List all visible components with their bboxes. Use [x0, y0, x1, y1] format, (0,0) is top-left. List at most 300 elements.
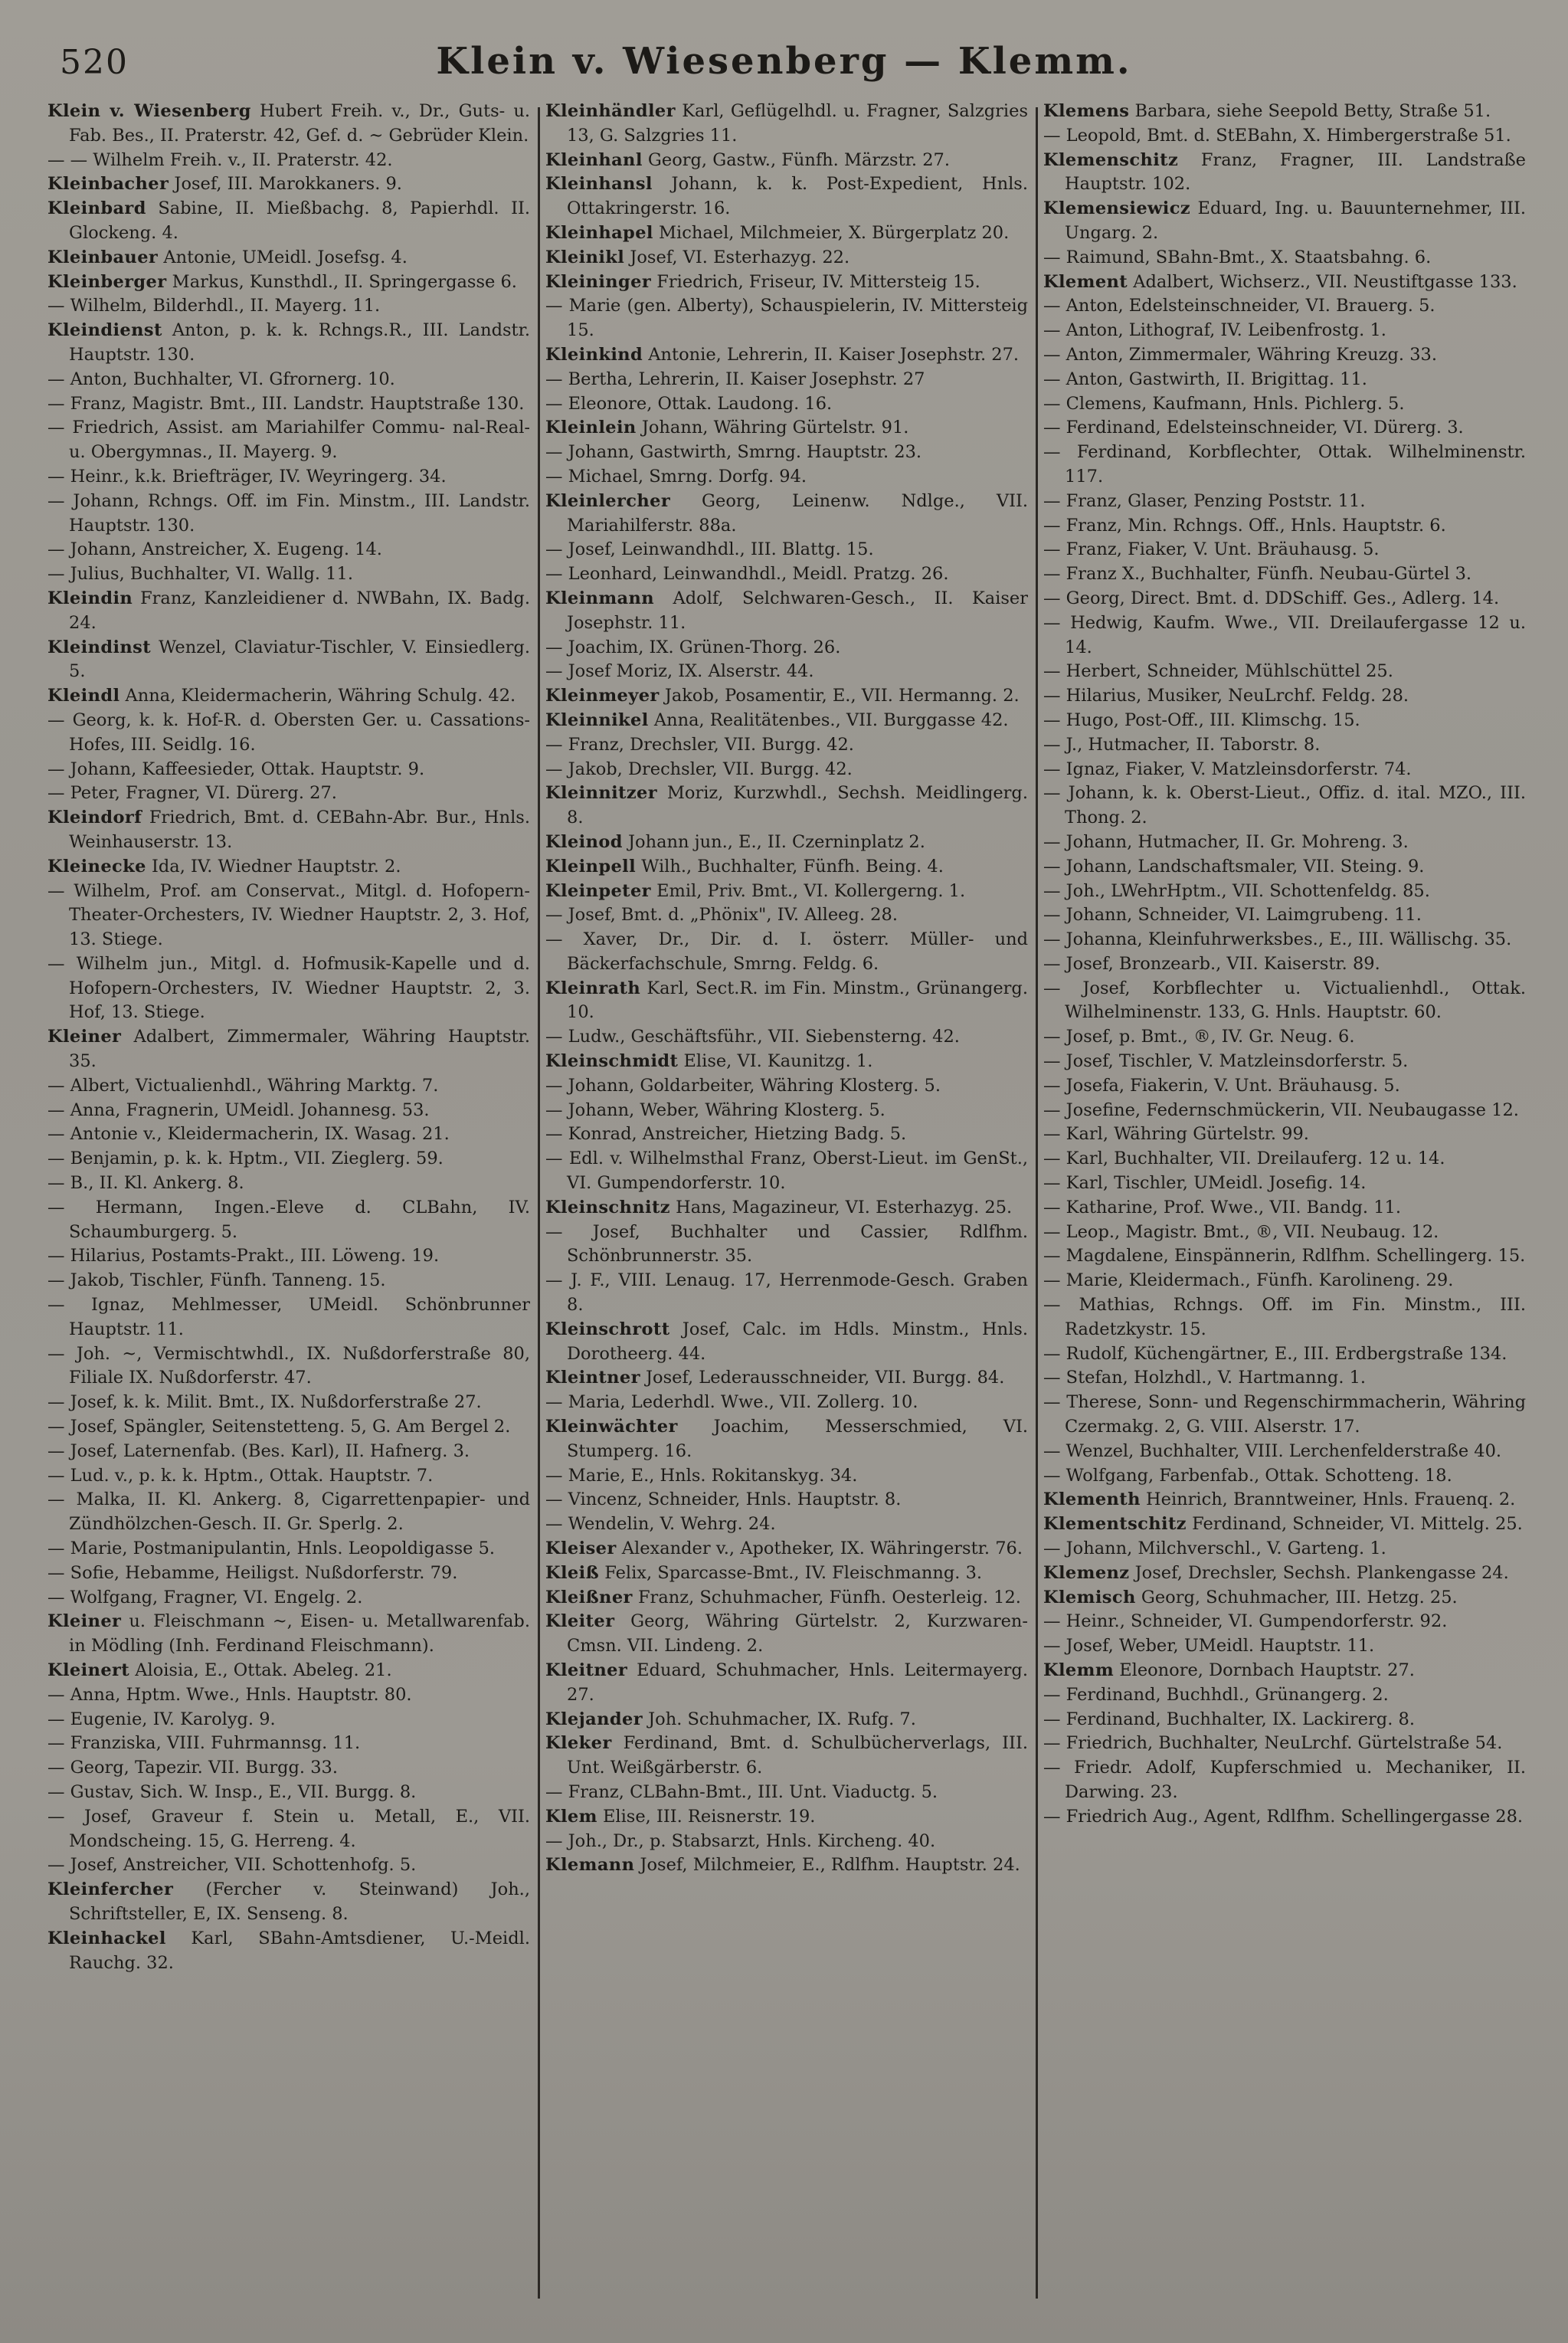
directory-entry — [47, 1853, 530, 1878]
directory-entry — [47, 1927, 530, 1976]
directory-entry — [545, 928, 1028, 977]
directory-entry — [545, 441, 1028, 465]
entry-text: — Antonie v., Kleidermacherin, IX. Wasag. 21. — [47, 1124, 450, 1145]
entry-text: — Josefa, Fiakerin, V. Unt. Bräuhausg. 5. — [1043, 1075, 1400, 1096]
directory-entry — [1043, 1634, 1526, 1659]
entry-text: Franz, Kanzleidiener d. NWBahn, IX. Badg. 24. — [69, 588, 530, 633]
entry-text: — Johann, Rchngs. Off. im Fin. Minstm., III. Landstr. Hauptstr. 130. — [47, 490, 530, 536]
entry-surname: Kleinert — [47, 1660, 130, 1680]
entry-surname: Klemann — [545, 1855, 635, 1876]
entry-text: — Anton, Gastwirth, II. Brigittag. 11. — [1043, 369, 1367, 389]
directory-entry — [545, 172, 1028, 221]
directory-entry — [47, 490, 530, 539]
entry-text: — Hedwig, Kaufm. Wwe., VII. Dreilaufergasse 12 u. 14. — [1043, 612, 1526, 657]
directory-entry — [545, 221, 1028, 246]
directory-entry — [47, 587, 530, 636]
entry-text: Anna, Realitätenbes., VII. Burggasse 42. — [648, 709, 1009, 730]
directory-entry — [1043, 1074, 1526, 1099]
directory-entry — [545, 1074, 1028, 1099]
directory-entry — [47, 1683, 530, 1708]
directory-entry — [545, 1659, 1028, 1708]
running-head: Klein v. Wiesenberg — Klemm. — [436, 40, 1132, 83]
directory-entry — [47, 172, 530, 197]
entry-surname: Kleinikl — [545, 247, 625, 267]
entry-text: — Gustav, Sich. W. Insp., E., VII. Burgg. 8. — [47, 1781, 417, 1802]
entry-text: Josef, VI. Esterhazyg. 22. — [624, 247, 850, 267]
entry-text: Eleonore, Dornbach Hauptstr. 27. — [1114, 1660, 1415, 1680]
entry-text: — Wolfgang, Farbenfab., Ottak. Schotteng. 18. — [1043, 1465, 1452, 1486]
directory-entry — [545, 903, 1028, 928]
entry-text: — Hermann, Ingen.-Eleve d. CLBahn, IV. Schaumburgerg. 5. — [47, 1197, 530, 1242]
directory-entry — [1043, 1805, 1526, 1830]
entry-text: — Vincenz, Schneider, Hnls. Hauptstr. 8. — [545, 1489, 902, 1510]
directory-entry — [545, 1415, 1028, 1464]
entry-text: — Ferdinand, Korbflechter, Ottak. Wilhelminenstr. 117. — [1043, 442, 1526, 487]
entry-surname: Kleinlercher — [545, 490, 671, 511]
entry-text: Ferdinand, Schneider, VI. Mittelg. 25. — [1186, 1514, 1523, 1535]
directory-entry — [47, 392, 530, 417]
directory-entry — [1043, 1366, 1526, 1391]
entry-text: — Josef, Korbflechter u. Victualienhdl., Ottak. Wilhelminenstr. 133, G. Hnls. Hauptstr. 60. — [1043, 978, 1526, 1023]
entry-text: — Hugo, Post-Off., III. Klimschg. 15. — [1043, 709, 1360, 730]
entry-surname: Kleinrath — [545, 978, 641, 998]
entry-text: Joh. Schuhmacher, IX. Rufg. 7. — [643, 1709, 916, 1729]
directory-entry — [545, 758, 1028, 782]
entry-text: — Johann, Schneider, VI. Laimgrubeng. 11. — [1043, 905, 1422, 926]
directory-entry — [1043, 880, 1526, 904]
directory-entry — [47, 319, 530, 368]
directory-entry — [1043, 733, 1526, 758]
directory-entry — [1043, 1610, 1526, 1634]
directory-entry — [47, 806, 530, 855]
directory-entry — [47, 1391, 530, 1415]
directory-entry — [545, 1099, 1028, 1123]
directory-entry — [545, 1147, 1028, 1196]
directory-entry — [47, 1805, 530, 1854]
directory-entry — [1043, 294, 1526, 319]
entry-text: — Franz X., Buchhalter, Fünfh. Neubau-Gürtel 3. — [1043, 564, 1472, 585]
directory-entry — [1043, 100, 1526, 124]
entry-surname: Kleindin — [47, 588, 133, 608]
entry-text: — Georg, k. k. Hof-R. d. Obersten Ger. u. Cassations-Hofes, III. Seidlg. 16. — [47, 709, 530, 755]
directory-entry — [1043, 977, 1526, 1026]
entry-surname: Kleiß — [545, 1562, 600, 1583]
entry-text: — Leonhard, Leinwandhdl., Meidl. Pratzg. 26. — [545, 564, 949, 585]
entry-text: — Julius, Buchhalter, VI. Wallg. 11. — [47, 564, 353, 585]
directory-entry — [1043, 758, 1526, 782]
directory-entry — [47, 1269, 530, 1293]
directory-entry — [47, 270, 530, 295]
entry-text: Anton, p. k. k. Rchngs.R., III. Landstr. Hauptstr. 130. — [69, 320, 530, 365]
entry-text: Jakob, Posamentir, E., VII. Hermanng. 2. — [659, 686, 1020, 706]
directory-entry — [1043, 709, 1526, 733]
entry-text: — Josef, Leinwandhdl., III. Blattg. 15. — [545, 539, 874, 560]
entry-surname: Kleinbard — [47, 198, 146, 219]
entry-text: — Johann, Gastwirth, Smrng. Hauptstr. 23. — [545, 442, 922, 463]
directory-entry — [47, 1781, 530, 1805]
page-header — [0, 40, 1568, 95]
entry-text: Eduard, Ing. u. Bauunternehmer, III. Ungarg. 2. — [1065, 198, 1526, 243]
entry-text: — Joh. ~, Vermischtwhdl., IX. Nußdorferstraße 80, Filiale IX. Nußdorferstr. 47. — [47, 1343, 530, 1388]
entry-text: — Stefan, Holzhdl., V. Hartmanng. 1. — [1043, 1368, 1367, 1388]
entry-text: — Hilarius, Musiker, NeuLrchf. Feldg. 28. — [1043, 686, 1409, 706]
entry-surname: Klemenschitz — [1043, 149, 1179, 170]
entry-text: Elise, VI. Kaunitzg. 1. — [678, 1051, 873, 1072]
entry-text: Aloisia, E., Ottak. Abeleg. 21. — [129, 1660, 392, 1680]
entry-text: — Wilhelm jun., Mitgl. d. Hofmusik-Kapelle und d. Hofopern-Orchesters, IV. Wiedner Hauptstr. 2, 3. Hof, 13. Stiege. — [47, 953, 530, 1023]
directory-entry — [545, 1732, 1028, 1781]
entry-text: — Ferdinand, Edelsteinschneider, VI. Dürerg. 3. — [1043, 418, 1464, 438]
entry-text: Wenzel, Claviatur-Tischler, V. Einsiedlerg. 5. — [69, 637, 530, 682]
entry-text: — Benjamin, p. k. k. Hptm., VII. Zieglerg. 59. — [47, 1149, 444, 1169]
directory-entry — [1043, 368, 1526, 392]
directory-entry — [545, 1853, 1028, 1878]
directory-entry — [545, 562, 1028, 587]
entry-text: — Josef, Bronzearb., VII. Kaiserstr. 89. — [1043, 953, 1380, 974]
directory-entry — [1043, 1561, 1526, 1586]
directory-entry — [545, 270, 1028, 295]
entry-surname: Kleinwächter — [545, 1417, 678, 1437]
entry-surname: Kleinschrott — [545, 1319, 670, 1339]
directory-entry — [545, 855, 1028, 880]
directory-entry — [47, 1488, 530, 1537]
entry-text: — Franz, Magistr. Bmt., III. Landstr. Hauptstraße 130. — [47, 393, 525, 414]
entry-surname: Kleinlein — [545, 418, 637, 438]
entry-text: Johann jun., E., II. Czerninplatz 2. — [622, 831, 925, 852]
directory-entry — [1043, 1293, 1526, 1342]
directory-entry — [47, 149, 530, 173]
entry-text: — Heinr., k.k. Briefträger, IV. Weyringerg. 34. — [47, 466, 447, 487]
directory-entry — [1043, 1659, 1526, 1683]
entry-surname: Kleinnitzer — [545, 783, 657, 804]
entry-surname: Kleitner — [545, 1660, 628, 1680]
entry-text: Antonie, Lehrerin, II. Kaiser Josephstr. 27. — [643, 344, 1020, 365]
directory-entry — [1043, 1196, 1526, 1221]
entry-text: Antonie, UMeidl. Josefsg. 4. — [158, 247, 408, 267]
entry-text: — Anton, Buchhalter, VI. Gfrornerg. 10. — [47, 369, 395, 389]
entry-text: — Johanna, Kleinfuhrwerksbes., E., III. Wällischg. 35. — [1043, 929, 1512, 950]
directory-entry — [1043, 490, 1526, 514]
directory-entry — [545, 1269, 1028, 1318]
directory-entry — [545, 343, 1028, 368]
entry-text: — Anton, Edelsteinschneider, VI. Brauerg. 5. — [1043, 296, 1435, 316]
entry-text: u. Fleischmann ~, Eisen- u. Metallwarenfab. in Mödling (Inh. Ferdinand Fleischmann). — [69, 1611, 530, 1656]
directory-entry — [545, 416, 1028, 441]
directory-entry — [47, 1878, 530, 1927]
directory-entry — [545, 587, 1028, 636]
directory-entry — [47, 1244, 530, 1269]
entry-surname: Kleinfercher — [47, 1879, 174, 1900]
directory-entry — [1043, 1221, 1526, 1245]
entry-text: Franz, Schuhmacher, Fünfh. Oesterleig. 12. — [632, 1587, 1021, 1607]
entry-surname: Kleinpell — [545, 856, 637, 877]
directory-entry — [1043, 392, 1526, 417]
directory-entry — [47, 1537, 530, 1561]
directory-entry — [47, 1561, 530, 1586]
entry-surname: Kleiner — [47, 1027, 122, 1047]
entry-text: — Anton, Lithograf, IV. Leibenfrostg. 1. — [1043, 320, 1386, 341]
entry-text: — Wendelin, V. Wehrg. 24. — [545, 1514, 776, 1535]
entry-text: — Johann, Goldarbeiter, Währing Klosterg. 5. — [545, 1075, 941, 1096]
directory-entry — [47, 952, 530, 1025]
directory-entry — [1043, 441, 1526, 490]
directory-entry — [47, 1025, 530, 1074]
entry-text: — Ferdinand, Buchhalter, IX. Lackirerg. 8. — [1043, 1709, 1415, 1729]
directory-entry — [545, 538, 1028, 562]
directory-entry — [1043, 660, 1526, 684]
directory-entry — [1043, 587, 1526, 611]
directory-entry — [47, 246, 530, 270]
entry-surname: Kleindinst — [47, 637, 152, 657]
entry-surname: Klementschitz — [1043, 1514, 1187, 1535]
entry-text: — Anton, Zimmermaler, Währing Kreuzg. 33. — [1043, 344, 1437, 365]
entry-text: — Katharine, Prof. Wwe., VII. Bandg. 11. — [1043, 1197, 1401, 1217]
entry-text: — Ignaz, Mehlmesser, UMeidl. Schönbrunner Hauptstr. 11. — [47, 1295, 530, 1339]
entry-text: Josef, III. Marokkaners. 9. — [169, 174, 402, 195]
entry-text: Sabine, II. Mießbachg. 8, Papierhdl. II. Glockeng. 4. — [69, 198, 530, 243]
entry-text: Johann, k. k. Post-Expedient, Hnls. Ottakringerstr. 16. — [567, 174, 1028, 219]
directory-entry — [1043, 514, 1526, 539]
directory-entry — [545, 1221, 1028, 1270]
entry-text: — Anna, Fragnerin, UMeidl. Johannesg. 53. — [47, 1099, 430, 1120]
directory-entry — [47, 368, 530, 392]
entry-text: — Johann, Landschaftsmaler, VII. Steing. 9. — [1043, 856, 1425, 877]
entry-surname: Kleinecke — [47, 856, 146, 877]
entry-text: Ferdinand, Bmt. d. Schulbücherverlags, III. Unt. Weißgärberstr. 6. — [567, 1733, 1028, 1778]
directory-entry — [47, 1610, 530, 1659]
directory-entry — [545, 1708, 1028, 1732]
entry-text: — Friedrich, Assist. am Mariahilfer Commu- nal-Real- u. Obergymnas., II. Mayerg. 9. — [47, 418, 530, 463]
entry-text: — Peter, Fragner, VI. Dürerg. 27. — [47, 783, 337, 804]
directory-entry — [545, 1610, 1028, 1659]
entry-text: — Edl. v. Wilhelmsthal Franz, Oberst-Lieut. im GenSt., VI. Gumpendorferstr. 10. — [545, 1149, 1028, 1194]
entry-surname: Kleinhanl — [545, 149, 643, 170]
directory-entry — [545, 149, 1028, 173]
entry-text: — Franz, CLBahn-Bmt., III. Unt. Viaductg. 5. — [545, 1781, 938, 1802]
entry-text: Friedrich, Bmt. d. CEBahn-Abr. Bur., Hnls. Weinhauserstr. 13. — [69, 808, 530, 852]
directory-entry — [47, 1732, 530, 1756]
entry-text: — Jakob, Drechsler, VII. Burgg. 42. — [545, 759, 853, 779]
entry-surname: Klein v. Wiesenberg — [47, 101, 251, 121]
directory-entry — [47, 100, 530, 149]
entry-surname: Kleinnikel — [545, 709, 649, 730]
entry-text: — Josef, Tischler, V. Matzleinsdorferstr. 5. — [1043, 1051, 1409, 1072]
entry-text: — Ignaz, Fiaker, V. Matzleinsdorferstr. 74. — [1043, 759, 1412, 779]
entry-text: — Ferdinand, Buchhdl., Grünangerg. 2. — [1043, 1684, 1389, 1705]
page-number: 520 — [60, 43, 129, 82]
directory-entry — [1043, 1512, 1526, 1537]
entry-surname: Klemens — [1043, 101, 1130, 121]
entry-surname: Kleinhansl — [545, 174, 653, 195]
entry-surname: Kleinberger — [47, 271, 167, 292]
directory-entry — [545, 1488, 1028, 1512]
entry-text: — Karl, Tischler, UMeidl. Josefig. 14. — [1043, 1173, 1367, 1194]
directory-entry — [1043, 1172, 1526, 1196]
directory-entry — [47, 855, 530, 880]
entry-text: Karl, Sect.R. im Fin. Minstm., Grünangerg. 10. — [567, 978, 1028, 1023]
directory-entry — [1043, 319, 1526, 343]
entry-text: — Marie (gen. Alberty), Schauspielerin, IV. Mittersteig 15. — [545, 296, 1028, 341]
entry-text: — Sofie, Hebamme, Heiligst. Nußdorferstr. 79. — [47, 1562, 458, 1583]
entry-text: — Eleonore, Ottak. Laudong. 16. — [545, 393, 833, 414]
entry-text: Georg, Schuhmacher, III. Hetzg. 25. — [1135, 1587, 1458, 1607]
directory-entry — [545, 100, 1028, 149]
directory-entry — [545, 977, 1028, 1026]
entry-text: — Maria, Lederhdl. Wwe., VII. Zollerg. 10. — [545, 1392, 918, 1413]
entry-text: — Mathias, Rchngs. Off. im Fin. Minstm., III. Radetzkystr. 15. — [1043, 1295, 1526, 1339]
entry-text: — Karl, Währing Gürtelstr. 99. — [1043, 1124, 1309, 1145]
entry-text: (Fercher v. Steinwand) Joh., Schriftsteller, E, IX. Senseng. 8. — [69, 1879, 530, 1924]
entry-surname: Klem — [545, 1806, 597, 1827]
entry-surname: Kleinhändler — [545, 101, 676, 121]
entry-text: Wilh., Buchhalter, Fünfh. Being. 4. — [636, 856, 944, 877]
directory-entry — [1043, 1391, 1526, 1440]
entry-text: — Konrad, Anstreicher, Hietzing Badg. 5. — [545, 1124, 907, 1145]
directory-entry — [1043, 1269, 1526, 1293]
directory-entry — [1043, 1537, 1526, 1561]
directory-entry — [47, 1708, 530, 1732]
directory-entry — [1043, 1464, 1526, 1489]
directory-entry — [47, 416, 530, 465]
directory-entry — [47, 636, 530, 685]
directory-entry — [1043, 1440, 1526, 1464]
directory-entry — [47, 1342, 530, 1391]
entry-text: — Johann, Hutmacher, II. Gr. Mohreng. 3. — [1043, 831, 1409, 852]
entry-text: Adalbert, Wichserz., VII. Neustiftgasse 133. — [1128, 271, 1517, 292]
directory-entry — [47, 1440, 530, 1464]
entry-text: Elise, III. Reisnerstr. 19. — [597, 1806, 816, 1827]
directory-entry — [1043, 270, 1526, 295]
directory-entry — [1043, 1147, 1526, 1172]
entry-text: — Magdalene, Einspännerin, Rdlfhm. Schellingerg. 15. — [1043, 1246, 1526, 1267]
entry-text: — Albert, Victualienhdl., Währing Marktg. 7. — [47, 1075, 439, 1096]
directory-entry — [545, 1196, 1028, 1221]
column-right — [1043, 100, 1526, 2306]
directory-entry — [1043, 611, 1526, 660]
entry-text: Georg, Währing Gürtelstr. 2, Kurzwaren-Cmsn. VII. Lindeng. 2. — [567, 1611, 1028, 1656]
entry-text: — Franziska, VIII. Fuhrmannsg. 11. — [47, 1733, 361, 1754]
directory-entry — [545, 1830, 1028, 1854]
entry-text: — Malka, II. Kl. Ankerg. 8, Cigarrettenpapier- und Zündhölzchen-Gesch. II. Gr. Sperlg. 2. — [47, 1489, 530, 1535]
entry-text: Joachim, Messerschmied, VI. Stumperg. 16. — [567, 1417, 1028, 1461]
directory-entry — [1043, 1756, 1526, 1805]
entry-text: — B., II. Kl. Ankerg. 8. — [47, 1173, 244, 1194]
directory-columns — [47, 100, 1526, 2306]
directory-entry — [1043, 1683, 1526, 1708]
directory-entry — [47, 1756, 530, 1781]
directory-entry — [47, 758, 530, 782]
directory-entry — [47, 197, 530, 246]
entry-text: — Rudolf, Küchengärtner, E., III. Erdbergstraße 134. — [1043, 1343, 1507, 1364]
directory-entry — [545, 660, 1028, 684]
entry-text: — Friedrich Aug., Agent, Rdlfhm. Schellingergasse 28. — [1043, 1806, 1524, 1827]
directory-entry — [545, 294, 1028, 343]
entry-text: Josef, Milchmeier, E., Rdlfhm. Hauptstr. 24. — [634, 1855, 1020, 1876]
directory-entry — [545, 1586, 1028, 1611]
directory-entry — [1043, 1342, 1526, 1367]
entry-text: — Josef, Weber, UMeidl. Hauptstr. 11. — [1043, 1636, 1375, 1656]
entry-surname: Kleindorf — [47, 808, 142, 828]
entry-surname: Kleinhackel — [47, 1928, 166, 1948]
directory-entry — [1043, 1732, 1526, 1756]
entry-surname: Kleinschmidt — [545, 1051, 679, 1072]
directory-entry — [1043, 1050, 1526, 1074]
directory-entry — [1043, 831, 1526, 855]
directory-entry — [47, 684, 530, 709]
entry-text: Moriz, Kurzwhdl., Sechsh. Meidlingerg. 8. — [567, 783, 1028, 828]
entry-text: Adalbert, Zimmermaler, Währing Hauptstr. 35. — [69, 1027, 530, 1072]
entry-text: Emil, Priv. Bmt., VI. Kollergerng. 1. — [650, 880, 966, 901]
directory-entry — [545, 1537, 1028, 1561]
entry-surname: Klemisch — [1043, 1587, 1136, 1607]
entry-text: — Herbert, Schneider, Mühlschüttel 25. — [1043, 661, 1393, 682]
entry-text: — Johann, Anstreicher, X. Eugeng. 14. — [47, 539, 382, 560]
entry-text: — Josef, Laternenfab. (Bes. Karl), II. Hafnerg. 3. — [47, 1440, 470, 1461]
entry-text: — Franz, Glaser, Penzing Poststr. 11. — [1043, 490, 1366, 511]
directory-entry — [47, 1415, 530, 1440]
directory-entry — [47, 465, 530, 490]
entry-surname: Klemm — [1043, 1660, 1115, 1680]
directory-entry — [47, 1659, 530, 1683]
entry-text: Josef, Calc. im Hdls. Minstm., Hnls. Dorotheerg. 44. — [567, 1319, 1028, 1364]
entry-text: Barbara, siehe Seepold Betty, Straße 51. — [1129, 101, 1491, 121]
directory-entry — [1043, 1488, 1526, 1512]
directory-entry — [545, 1366, 1028, 1391]
entry-surname: Klemenz — [1043, 1562, 1130, 1583]
entry-text: — Wenzel, Buchhalter, VIII. Lerchenfelderstraße 40. — [1043, 1440, 1502, 1461]
directory-entry — [1043, 782, 1526, 831]
entry-surname: Kleinkind — [545, 344, 643, 365]
entry-surname: Kleininger — [545, 271, 652, 292]
directory-entry — [1043, 928, 1526, 952]
directory-entry — [1043, 562, 1526, 587]
directory-entry — [545, 1781, 1028, 1805]
entry-text: — Georg, Tapezir. VII. Burgg. 33. — [47, 1758, 338, 1778]
entry-text: — Josef, Bmt. d. „Phönix", IV. Alleeg. 28. — [545, 905, 898, 926]
directory-entry — [47, 538, 530, 562]
directory-entry — [1043, 246, 1526, 270]
directory-entry — [545, 709, 1028, 733]
entry-text: — Friedrich, Buchhalter, NeuLrchf. Gürtelstraße 54. — [1043, 1733, 1503, 1754]
directory-entry — [47, 1464, 530, 1489]
entry-surname: Kleißner — [545, 1587, 633, 1607]
entry-surname: Kleiter — [545, 1611, 615, 1632]
entry-text: — Josefine, Federnschmückerin, VII. Neubaugasse 12. — [1043, 1099, 1519, 1120]
entry-text: — Raimund, SBahn-Bmt., X. Staatsbahng. 6. — [1043, 247, 1432, 267]
directory-entry — [47, 782, 530, 806]
entry-text: — Josef, Graveur f. Stein u. Metall, E., VII. Mondscheing. 15, G. Herreng. 4. — [47, 1806, 530, 1851]
entry-text: Josef, Drechsler, Sechsh. Plankengasse 24. — [1129, 1562, 1509, 1583]
directory-entry — [545, 1122, 1028, 1147]
entry-text: — Johann, k. k. Oberst-Lieut., Offiz. d. ital. MZO., III. Thong. 2. — [1043, 783, 1526, 828]
entry-text: — Anna, Hptm. Wwe., Hnls. Hauptstr. 80. — [47, 1684, 412, 1705]
entry-text: — J., Hutmacher, II. Taborstr. 8. — [1043, 734, 1321, 755]
directory-entry — [545, 782, 1028, 831]
entry-text: — Johann, Weber, Währing Klosterg. 5. — [545, 1099, 885, 1120]
directory-entry — [1043, 1586, 1526, 1611]
directory-entry — [545, 1025, 1028, 1050]
entry-text: Michael, Milchmeier, X. Bürgerplatz 20. — [653, 222, 1010, 243]
directory-entry — [1043, 1025, 1526, 1050]
entry-surname: Klement — [1043, 271, 1128, 292]
directory-entry — [1043, 1099, 1526, 1123]
directory-entry — [545, 831, 1028, 855]
entry-text: Hans, Magazineur, VI. Esterhazyg. 25. — [669, 1197, 1013, 1217]
entry-surname: Kleindl — [47, 686, 120, 706]
directory-entry — [1043, 1122, 1526, 1147]
directory-entry — [47, 709, 530, 758]
entry-text: — Josef, k. k. Milit. Bmt., IX. Nußdorferstraße 27. — [47, 1392, 482, 1413]
